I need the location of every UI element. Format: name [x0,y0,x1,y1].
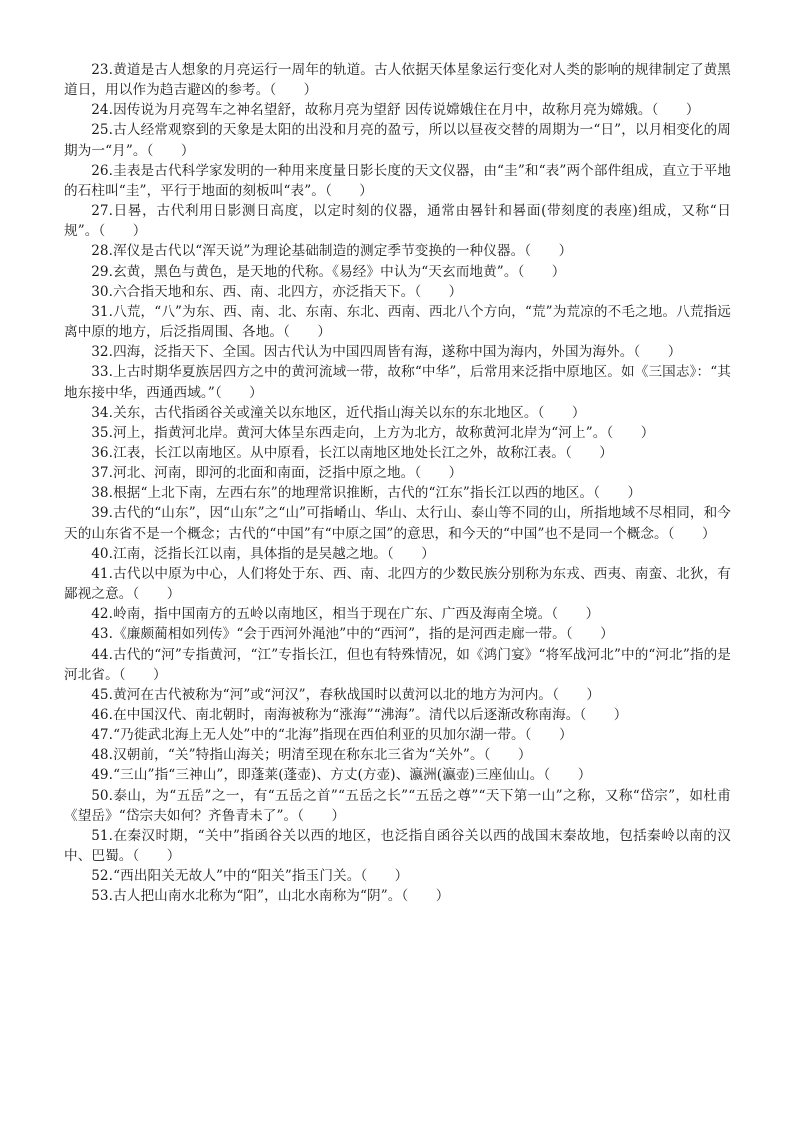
question-33: 33.上古时期华夏族居四方之中的黄河流域一带，故称“中华”，后常用来泛指中原地区。如《三国志》：“其地东接中华，西通西域。”（ ） [64,364,731,401]
question-38: 38.根据“上北下南，左西右东”的地理常识推断，古代的“江东”指长江以西的地区。（ ） [91,485,642,502]
question-47: 47.“乃徙武北海上无人处”中的“北海”指现在西伯利亚的贝加尔湖一带。（ ） [91,727,573,744]
question-30: 30.六合指天地和东、西、南、北四方，亦泛指天下。（ ） [91,283,463,300]
question-27: 27.日晷，古代利用日影测日高度，以定时刻的仪器，通常由晷针和晷面(带刻度的表座)组成，又称“日规”。（ ） [64,203,731,240]
question-52: 52.“西出阳关无故人”中的“阳关”指玉门关。（ ） [91,868,409,885]
question-40: 40.江南，泛指长江以南，具体指的是吴越之地。（ ） [91,545,435,562]
question-41: 41.古代以中原为中心，人们将处于东、西、南、北四方的少数民族分别称为东戎、西夷、南蛮、北狄，有鄙视之意。（ ） [64,565,731,603]
question-49: 49.“三山”指“三神山”，即蓬莱(蓬壶)、方丈(方壶)、瀛洲(瀛壶)三座仙山。（ ） [91,767,592,784]
question-26: 26.圭表是古代科学家发明的一种用来度量日影长度的天文仪器，由“圭”和“表”两个部件组成，直立于平地的石柱叫“圭”，平行于地面的刻板叫“表”。（ ） [64,162,731,199]
question-44: 44.古代的“河”专指黄河，“江”专指长江，但也有特殊情况，如《鸿门宴》“将军战河北”中的“河北”指的是河北省。（ ） [64,646,731,683]
question-39: 39.古代的“山东”，因“山东”之“山”可指崤山、华山、太行山、泰山等不同的山，所指地域不尽相同，和今天的山东省不是一个概念；古代的“中国”有“中原之国”的意思，和今天的“中国”也不是同一个概念。（ ） [64,505,731,542]
question-35: 35.河上，指黄河北岸。黄河大体呈东西走向，上方为北方，故称黄河北岸为“河上”。（ ） [91,424,655,441]
question-53: 53.古人把山南水北称为“阳”，山北水南称为“阴”。（ ） [91,888,450,905]
question-29: 29.玄黄，黑色与黄色，是天地的代称。《易经》中认为“天玄而地黄”。（ ） [91,263,566,280]
question-28: 28.浑仪是古代以“浑天说”为理论基础制造的测定季节变换的一种仪器。（ ） [91,243,573,260]
question-24: 24.因传说为月亮驾车之神名望舒，故称月亮为望舒 因传说嫦娥住在月中，故称月亮为嫦娥。（ ） [91,102,700,119]
question-25: 25.古人经常观察到的天象是太阳的出没和月亮的盈亏，所以以昼夜交替的周期为一“日”，以月相变化的周期为一“月”。（ ） [64,122,731,159]
question-50: 50.泰山，为“五岳”之一，有“五岳之首”“五岳之长”“五岳之尊”“天下第一山”之称，又称“岱宗”，如杜甫《望岳》“岱宗夫如何？齐鲁青未了”。（ ） [64,787,731,824]
question-45: 45.黄河在古代被称为“河”或“河汉”，春秋战国时以黄河以北的地方为河内。（ ） [91,686,601,703]
question-23: 23.黄道是古人想象的月亮运行一周年的轨道。古人依据天体星象运行变化对人类的影响的规律制定了黄黑道日，用以作为趋吉避凶的参考。（ ） [64,62,731,99]
question-43: 43.《廉颇蔺相如列传》“会于西河外渑池”中的“西河”，指的是河西走廊一带。（ ） [91,626,614,643]
question-32: 32.四海，泛指天下、全国。因古代认为中国四周皆有海，遂称中国为海内，外国为海外。（ ） [91,344,682,361]
question-51: 51.在秦汉时期，“关中”指函谷关以西的地区，也泛指自函谷关以西的战国末秦故地，包括秦岭以南的汉中、巴蜀。（ ） [64,827,731,865]
question-31: 31.八荒，“八”为东、西、南、北、东南、东北、西南、西北八个方向，“荒”为荒凉的不毛之地。八荒指远离中原的地方，后泛指周围、各地。（ ） [64,303,731,341]
question-36: 36.江表，长江以南地区。从中原看，长江以南地区地处长江之外，故称江表。（ ） [91,444,613,461]
question-37: 37.河北、河南，即河的北面和南面，泛指中原之地。（ ） [91,465,463,482]
question-46: 46.在中国汉代、南北朝时，南海被称为“涨海”“沸海”。清代以后逐渐改称南海。（ ） [91,707,628,723]
question-42: 42.岭南，指中国南方的五岭以南地区，相当于现在广东、广西及海南全境。（ ） [91,606,600,623]
question-34: 34.关东，古代指函谷关或潼关以东地区，近代指山海关以东的东北地区。（ ） [91,404,586,421]
question-48: 48.汉朝前，“关”特指山海关；明清至现在称东北三省为“关外”。（ ） [91,747,532,764]
